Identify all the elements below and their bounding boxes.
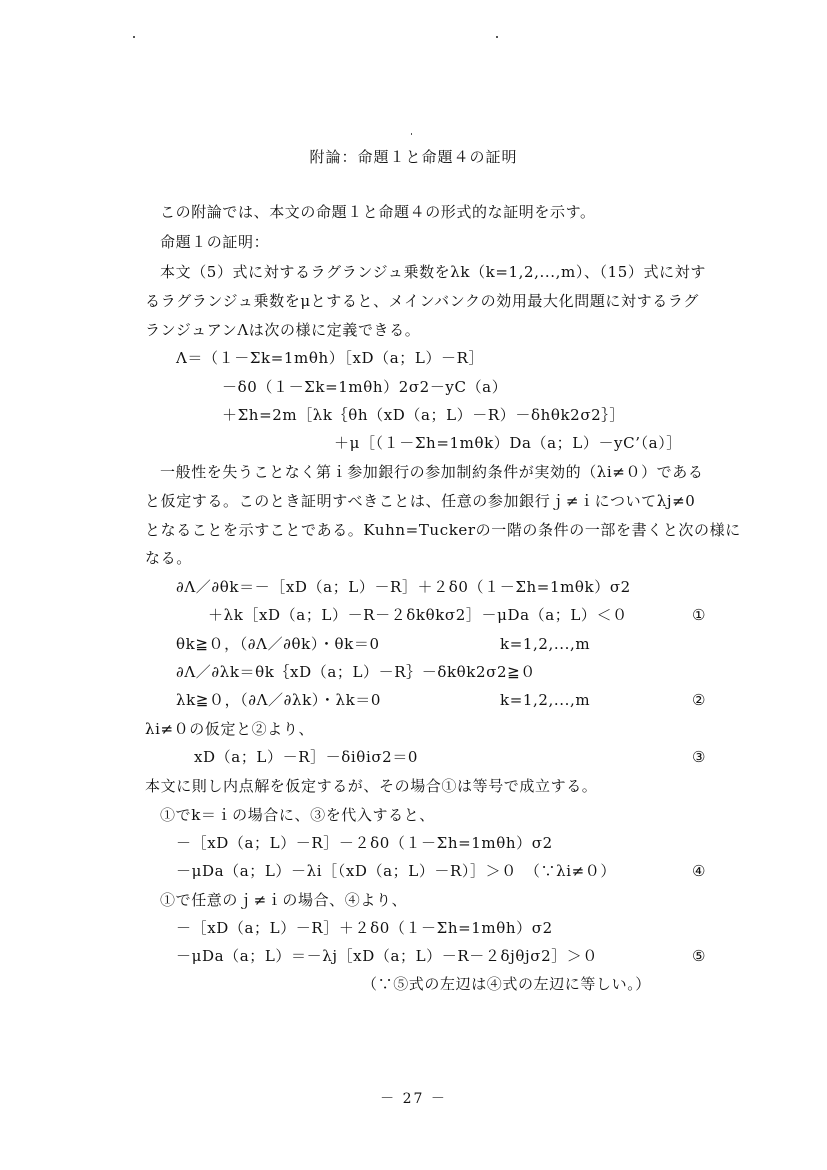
equation-marker-5: ⑤ [692, 947, 706, 965]
kt-index-range: k=1,2,...,m [500, 635, 591, 653]
scan-speck [133, 36, 135, 38]
equation-marker-1: ① [692, 606, 706, 624]
lagrangian-line: ＋Σh=2m［λk｛θh（xD（a；L）－R）－δhθk2σ2｝］ [222, 406, 626, 424]
case-heading: ①で任意のｊ≠ｉの場合、④より、 [160, 891, 408, 909]
proof-heading: 命題１の証明： [160, 233, 270, 251]
equation-5-line: －［xD（a；L）－R］＋２δ0（１－Σh=1mθh）σ2 [176, 919, 553, 937]
lagrangian-line: ＋μ［（１－Σh=1mθk）Da（a；L）－yC’（a）］ [334, 434, 682, 452]
kt-condition-line: ＋λk［xD（a；L）－R－２δkθkσ2］－μDa（a；L）＜０ [208, 606, 628, 624]
paragraph-line: λi≠０の仮定と②より、 [145, 720, 315, 738]
scan-speck [411, 133, 412, 135]
kt-index-range: k=1,2,...,m [500, 691, 591, 709]
scan-speck [496, 36, 498, 38]
kt-condition-line: θk≧０，（∂Λ／∂θk）・θk＝0 [176, 635, 380, 653]
equation-4-line: －μDa（a；L）－λi［（xD（a；L）－R）］＞０ （∵λi≠０） [176, 862, 616, 880]
equation-marker-4: ④ [692, 862, 706, 880]
paragraph-line: 一般性を失うことなく第ｉ参加銀行の参加制約条件が実効的（λi≠０）である [160, 463, 704, 481]
paragraph-line: 本文に則し内点解を仮定するが、その場合①は等号で成立する。 [145, 777, 598, 795]
paragraph-line: 本文（5）式に対するラグランジュ乗数をλk（k=1,2,...,m）、（15）式に対す [160, 263, 706, 281]
lagrangian-line: －δ0（１－Σk=1mθh）2σ2－yC（a） [222, 378, 508, 396]
paragraph-line: なる。 [145, 549, 192, 567]
paragraph-line: ランジュアンΛは次の様に定義できる。 [145, 321, 421, 339]
equation-marker-2: ② [692, 691, 706, 709]
kt-condition-line: ∂Λ／∂θk＝－［xD（a；L）－R］＋２δ0（１－Σh=1mθk）σ2 [176, 578, 631, 596]
equation-marker-3: ③ [692, 748, 706, 766]
intro-text: この附論では、本文の命題１と命題４の形式的な証明を示す。 [160, 203, 596, 221]
appendix-title: 附論：命題１と命題４の証明 [309, 148, 518, 166]
paragraph-line: となることを示すことである。Kuhn=Tuckerの一階の条件の一部を書くと次の様に [145, 521, 741, 539]
paragraph-line: るラグランジュ乗数をμとすると、メインバンクの効用最大化問題に対するラグ [145, 292, 700, 310]
equation-3: xD（a；L）－R］－δiθiσ2＝0 [194, 748, 419, 766]
equation-4-line: －［xD（a；L）－R］－２δ0（１－Σh=1mθh）σ2 [176, 834, 553, 852]
kt-condition-line: λk≧０，（∂Λ／∂λk）・λk＝0 [176, 691, 382, 709]
equation-5-line: －μDa（a；L）＝－λj［xD（a；L）－R－２δjθjσ2］＞０ [176, 947, 599, 965]
case-heading: ①でk＝ｉの場合に、③を代入すると、 [160, 806, 435, 824]
kt-condition-line: ∂Λ／∂λk＝θk｛xD（a；L）－R｝－δkθk2σ2≧０ [176, 663, 536, 681]
paragraph-line: と仮定する。このとき証明すべきことは、任意の参加銀行ｊ≠ｉについてλj≠0 [145, 492, 696, 510]
lagrangian-line: Λ＝（１－Σk=1mθh）［xD（a；L）－R］ [176, 349, 485, 367]
equation-note: （∵⑤式の左辺は④式の左辺に等しい。） [362, 975, 651, 993]
page-number: － 27 － [380, 1091, 447, 1107]
